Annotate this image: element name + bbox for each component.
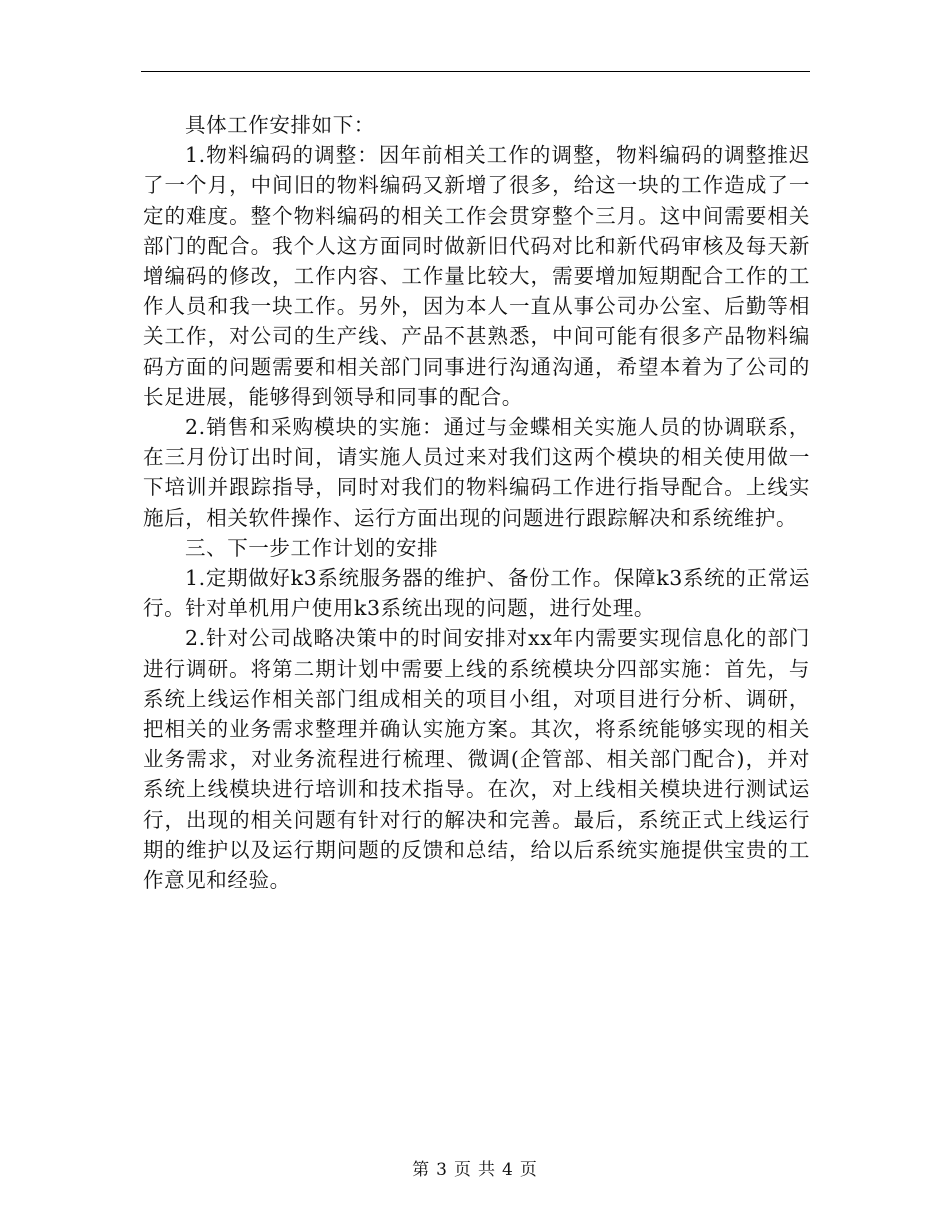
section-heading-next-plan: 三、下一步工作计划的安排 [185, 535, 439, 560]
paragraph-material-coding: 1.物料编码的调整：因年前相关工作的调整，物料编码的调整推迟了一个月，中间旧的物料编码又新增了很多，给这一块的工作造成了一定的难度。整个物料编码的相关工作会贯穿整个三月。这中间需要相关部门的配合。我个人这方面同时做新旧代码对比和新代码审核及每天新增编码的修改，工作内容、工作量比较大，需要增加短期配合工作的工作人员和我一块工作。另外，因为本人一直从事公司办公室、后勤等相关工作，对公司的生产线、产品不甚熟悉，中间可能有很多产品物料编码方面的问题需要和相关部门同事进行沟通沟通，希望本着为了公司的长足进展，能够得到领导和同事的配合。 [143, 143, 810, 409]
paragraph-research-plan: 2.针对公司战略决策中的时间安排对xx年内需要实现信息化的部门进行调研。将第二期计划中需要上线的系统模块分四部实施：首先，与系统上线运作相关部门组成相关的项目小组，对项目进行分析、调研，把相关的业务需求整理并确认实施方案。其次，将系统能够实现的相关业务需求，对业务流程进行梳理、微调(企管部、相关部门配合)，并对系统上线模块进行培训和技术指导。在次，对上线相关模块进行测试运行，出现的相关问题有针对行的解决和完善。最后，系统正式上线运行期的维护以及运行期问题的反馈和总结，给以后系统实施提供宝贵的工作意见和经验。 [143, 626, 810, 893]
footer-label-ye2: 页 [519, 1160, 538, 1180]
footer-label-di: 第 [412, 1160, 431, 1180]
paragraph-arrangement-intro: 具体工作安排如下： [185, 113, 375, 137]
header-rule [141, 71, 810, 72]
total-pages-number: 4 [502, 1160, 514, 1180]
paragraph-sales-purchase-module: 2.销售和采购模块的实施：通过与金蝶相关实施人员的协调联系，在三月份订出时间，请实施人员过来对我们这两个模块的相关使用做一下培训并跟踪指导，同时对我们的物料编码工作进行指导配合。上线实施后，相关软件操作、运行方面出现的问题进行跟踪解决和系统维护。 [143, 415, 810, 530]
paragraph-k3-maintenance: 1.定期做好k3系统服务器的维护、备份工作。保障k3系统的正常运行。针对单机用户使用k3系统出现的问题，进行处理。 [143, 566, 810, 621]
page-footer [0, 1155, 950, 1180]
footer-label-ye: 页 [454, 1160, 472, 1180]
current-page-number: 3 [436, 1160, 448, 1180]
footer-label-gong: 共 [478, 1160, 496, 1180]
document-body [143, 110, 810, 895]
